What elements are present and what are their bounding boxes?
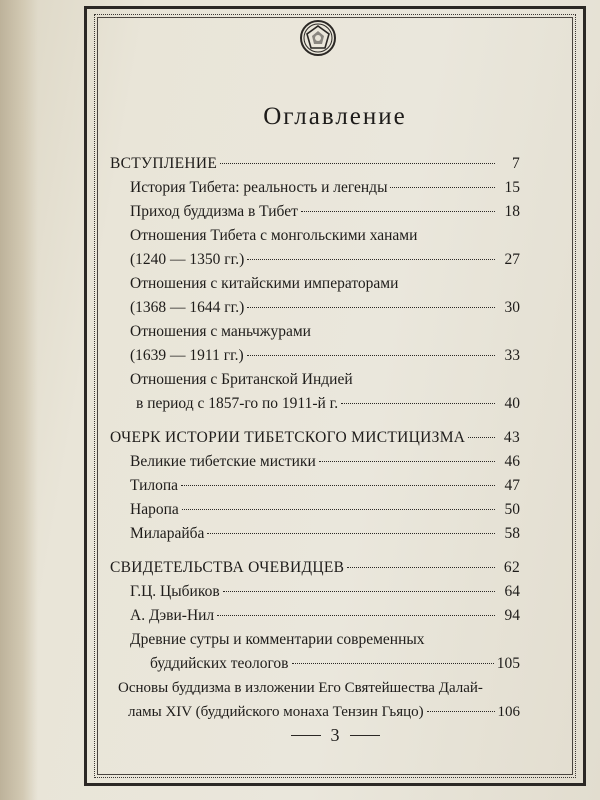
toc-entry[interactable]	[110, 368, 520, 416]
toc-entry-title: ВСТУПЛЕНИЕ	[110, 155, 218, 172]
toc-leader-dots	[292, 663, 494, 664]
toc-entry[interactable]	[110, 628, 520, 676]
toc-entry[interactable]	[110, 474, 520, 498]
pentagon-emblem-icon	[298, 18, 338, 58]
toc-entry-title: (1240 — 1350 гг.)	[130, 251, 245, 268]
toc-page-number: 18	[504, 203, 520, 220]
toc-leader-dots	[247, 307, 495, 308]
toc-entry-title-line1: Отношения Тибета с монгольскими ханами	[130, 227, 418, 244]
toc-entry-title-line1: Отношения с Британской Индией	[130, 371, 353, 388]
toc-page-number: 15	[504, 179, 520, 196]
toc-page-number: 33	[504, 347, 520, 364]
toc-entry-title-line1: Основы буддизма в изложении Его Святейшества Далай-	[118, 680, 483, 696]
toc-page-number: 46	[504, 453, 520, 470]
toc-leader-dots	[301, 211, 495, 212]
toc-entry[interactable]	[110, 320, 520, 368]
toc-page-number: 105	[496, 655, 520, 672]
table-of-contents	[110, 152, 520, 724]
toc-entry[interactable]	[110, 224, 520, 272]
toc-leader-dots	[347, 567, 495, 568]
toc-page-number: 7	[511, 155, 520, 172]
toc-entry-title: (1368 — 1644 гг.)	[130, 299, 245, 316]
toc-leader-dots	[319, 461, 495, 462]
page-title: Оглавление	[263, 102, 407, 130]
toc-leader-dots	[217, 615, 495, 616]
toc-page-number: 27	[504, 251, 520, 268]
toc-entry-title: Тилопа	[130, 477, 179, 494]
toc-page-number: 47	[504, 477, 520, 494]
toc-entry-title: Г.Ц. Цыбиков	[130, 583, 220, 600]
toc-leader-dots	[341, 403, 495, 404]
toc-entry-title: Наропа	[130, 501, 179, 518]
toc-entry[interactable]	[110, 176, 520, 200]
toc-leader-dots	[207, 533, 495, 534]
toc-entry-title: СВИДЕТЕЛЬСТВА ОЧЕВИДЦЕВ	[110, 559, 345, 576]
toc-page-number: 40	[504, 395, 520, 412]
toc-leader-dots	[247, 259, 495, 260]
toc-page-number: 62	[503, 559, 520, 576]
toc-entry-title: Приход буддизма в Тибет	[130, 203, 298, 220]
toc-entry[interactable]	[110, 580, 520, 604]
toc-entry-title-line1: Древние сутры и комментарии современных	[130, 631, 425, 648]
toc-entry[interactable]	[110, 426, 520, 450]
toc-entry[interactable]	[110, 604, 520, 628]
spine-shadow	[0, 0, 38, 800]
toc-page-number: 64	[504, 583, 520, 600]
toc-entry[interactable]	[110, 522, 520, 546]
toc-leader-dots	[182, 509, 495, 510]
toc-entry-title: Миларайба	[130, 525, 205, 542]
toc-page-number: 58	[504, 525, 520, 542]
toc-entry[interactable]	[110, 152, 520, 176]
toc-entry-title: ОЧЕРК ИСТОРИИ ТИБЕТСКОГО МИСТИЦИЗМА	[110, 429, 466, 446]
toc-entry[interactable]	[110, 676, 520, 724]
footer-dash-left	[291, 735, 321, 736]
toc-leader-dots	[223, 591, 495, 592]
toc-entry-title: Великие тибетские мистики	[130, 453, 316, 470]
toc-leader-dots	[181, 485, 495, 486]
toc-entry-title: (1639 — 1911 гг.)	[130, 347, 244, 364]
toc-entry[interactable]	[110, 272, 520, 320]
toc-entry[interactable]	[110, 556, 520, 580]
toc-page-number: 50	[504, 501, 520, 518]
toc-page-number: 94	[504, 607, 520, 624]
toc-leader-dots	[220, 163, 495, 164]
toc-entry[interactable]	[110, 498, 520, 522]
toc-entry-title: в период с 1857-го по 1911-й г.	[136, 395, 339, 412]
toc-entry-title: буддийских теологов	[150, 655, 289, 672]
toc-entry-title: ламы XIV (буддийского монаха Тензин Гьяцо)	[128, 704, 424, 720]
toc-entry-title: История Тибета: реальность и легенды	[130, 179, 388, 196]
toc-entry[interactable]	[110, 200, 520, 224]
toc-entry-title-line1: Отношения с китайскими императорами	[130, 275, 399, 292]
toc-leader-dots	[247, 355, 495, 356]
toc-entry-title: А. Дэви-Нил	[130, 607, 215, 624]
toc-page-number: 30	[504, 299, 520, 316]
toc-leader-dots	[427, 711, 495, 712]
toc-page-number: 106	[497, 704, 520, 720]
toc-entry[interactable]	[110, 450, 520, 474]
footer-dash-right	[350, 735, 380, 736]
toc-entry-title-line1: Отношения с маньчжурами	[130, 323, 311, 340]
page-footer	[94, 725, 576, 746]
toc-leader-dots	[468, 437, 495, 438]
toc-page-number: 43	[503, 429, 520, 446]
page-number: 3	[330, 725, 340, 745]
toc-leader-dots	[390, 187, 495, 188]
